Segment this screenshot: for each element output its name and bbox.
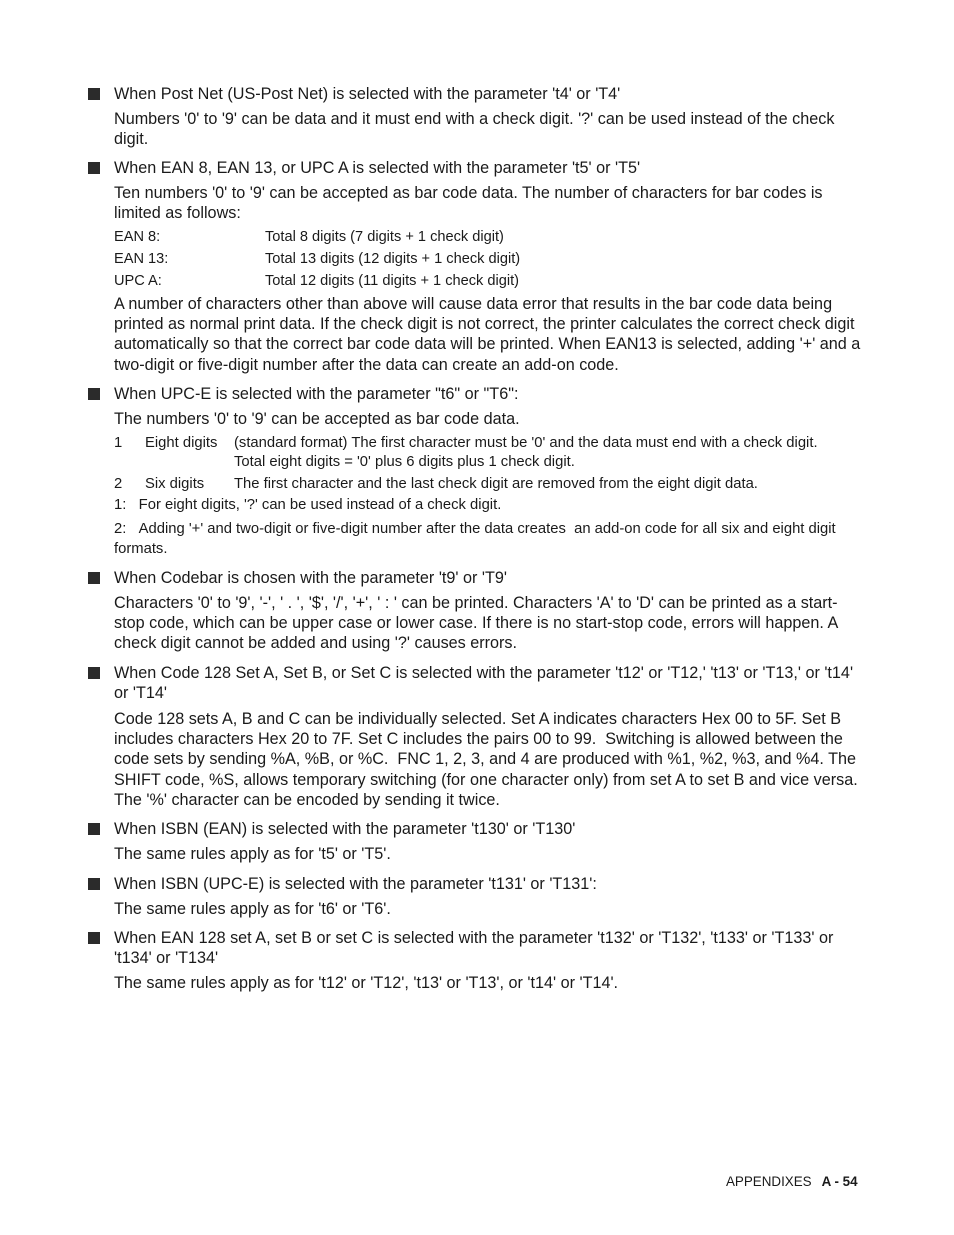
section-heading: When Post Net (US-Post Net) is selected with the parameter 't4' or 'T4' xyxy=(114,85,621,103)
bullet-icon xyxy=(88,88,100,100)
section-body: The numbers '0' to '9' can be accepted as bar code data. xyxy=(114,410,520,428)
section-heading: When UPC-E is selected with the parameter "t6" or "T6": xyxy=(114,385,519,403)
bullet-icon xyxy=(88,878,100,890)
bullet-icon xyxy=(88,667,100,679)
note: 1: For eight digits, '?' can be used instead of a check digit. xyxy=(114,497,502,513)
section-body: Characters '0' to '9', '-', ' . ', '$', '/', '+', ' : ' can be printed. Characters 'A' to 'D' can be printed as a start-stop code, which can be upper case or lower case. If there is no start-stop code, errors will happen. A check digit cannot be added and using '?' causes errors. xyxy=(114,594,838,653)
table-label: EAN 13: xyxy=(114,251,169,267)
page-footer xyxy=(726,1173,858,1191)
section-body: Ten numbers '0' to '9' can be accepted as bar code data. The number of characters for bar codes is limited as follows: xyxy=(114,184,823,223)
table-label: UPC A: xyxy=(114,273,162,289)
bullet-icon xyxy=(88,162,100,174)
table-value: Total 13 digits (12 digits + 1 check digit) xyxy=(265,251,521,267)
page-number: A - 54 xyxy=(821,1174,858,1189)
note: 2: Adding '+' and two-digit or five-digit number after the data creates an add-on code for all six and eight digit formats. xyxy=(114,521,836,557)
section-heading: When Code 128 Set A, Set B, or Set C is selected with the parameter 't12' or 'T12,' 't13' or 'T13,' or 't14' or 'T14' xyxy=(114,664,854,702)
section-heading: When Codebar is chosen with the parameter 't9' or 'T9' xyxy=(114,569,507,587)
item-number: 1 xyxy=(114,435,123,451)
section-body: The same rules apply as for 't6' or 'T6'. xyxy=(114,900,391,918)
table-value: Total 12 digits (11 digits + 1 check digit) xyxy=(265,273,520,289)
table-label: EAN 8: xyxy=(114,229,161,245)
item-text: The first character and the last check digit are removed from the eight digit data. xyxy=(234,476,758,492)
section-body: The same rules apply as for 't5' or 'T5'. xyxy=(114,845,391,863)
section-heading: When ISBN (UPC-E) is selected with the parameter 't131' or 'T131': xyxy=(114,875,597,893)
section-body: The same rules apply as for 't12' or 'T12', 't13' or 'T13', or 't14' or 'T14'. xyxy=(114,974,619,992)
bullet-icon xyxy=(88,388,100,400)
section-heading: When EAN 128 set A, set B or set C is selected with the parameter 't132' or 'T132', 't133' or 'T133' or 't134' or 'T134' xyxy=(114,929,834,967)
item-label: Six digits xyxy=(145,476,205,492)
item-number: 2 xyxy=(114,476,123,492)
section-body: Code 128 sets A, B and C can be individually selected. Set A indicates characters Hex 00 to 5F. Set B includes characters Hex 20 to 7F. Set C includes the pairs 00 to 99. Switching is allowed between the code sets by sending %A, %B, or %C. FNC 1, 2, 3, and 4 are produced with %1, %2, %3, and %4. The SHIFT code, %S, allows temporary switching (for one character only) from set A to set B and vice versa. The '%' character can be encoded by sending it twice. xyxy=(114,710,858,809)
section-heading: When EAN 8, EAN 13, or UPC A is selected with the parameter 't5' or 'T5' xyxy=(114,159,641,177)
section-body: A number of characters other than above will cause data error that results in the bar code data being printed as normal print data. If the check digit is not correct, the printer calculates the correct check digit automatically so that the correct bar code data will be printed. When EAN13 is selected, adding '+' and a two-digit or five-digit number after the data can create an add-on code. xyxy=(114,295,861,374)
table-value: Total 8 digits (7 digits + 1 check digit) xyxy=(265,229,504,245)
bullet-icon xyxy=(88,932,100,944)
bullet-icon xyxy=(88,823,100,835)
item-text: (standard format) The first character must be '0' and the data must end with a check digit. xyxy=(234,435,818,451)
bullet-icon xyxy=(88,572,100,584)
section-heading: When ISBN (EAN) is selected with the parameter 't130' or 'T130' xyxy=(114,820,576,838)
item-label: Eight digits xyxy=(145,435,218,451)
section-body: Numbers '0' to '9' can be data and it must end with a check digit. '?' can be used instead of the check digit. xyxy=(114,110,835,149)
footer-section-label: APPENDIXES xyxy=(726,1174,812,1189)
item-text: Total eight digits = '0' plus 6 digits plus 1 check digit. xyxy=(234,454,575,470)
